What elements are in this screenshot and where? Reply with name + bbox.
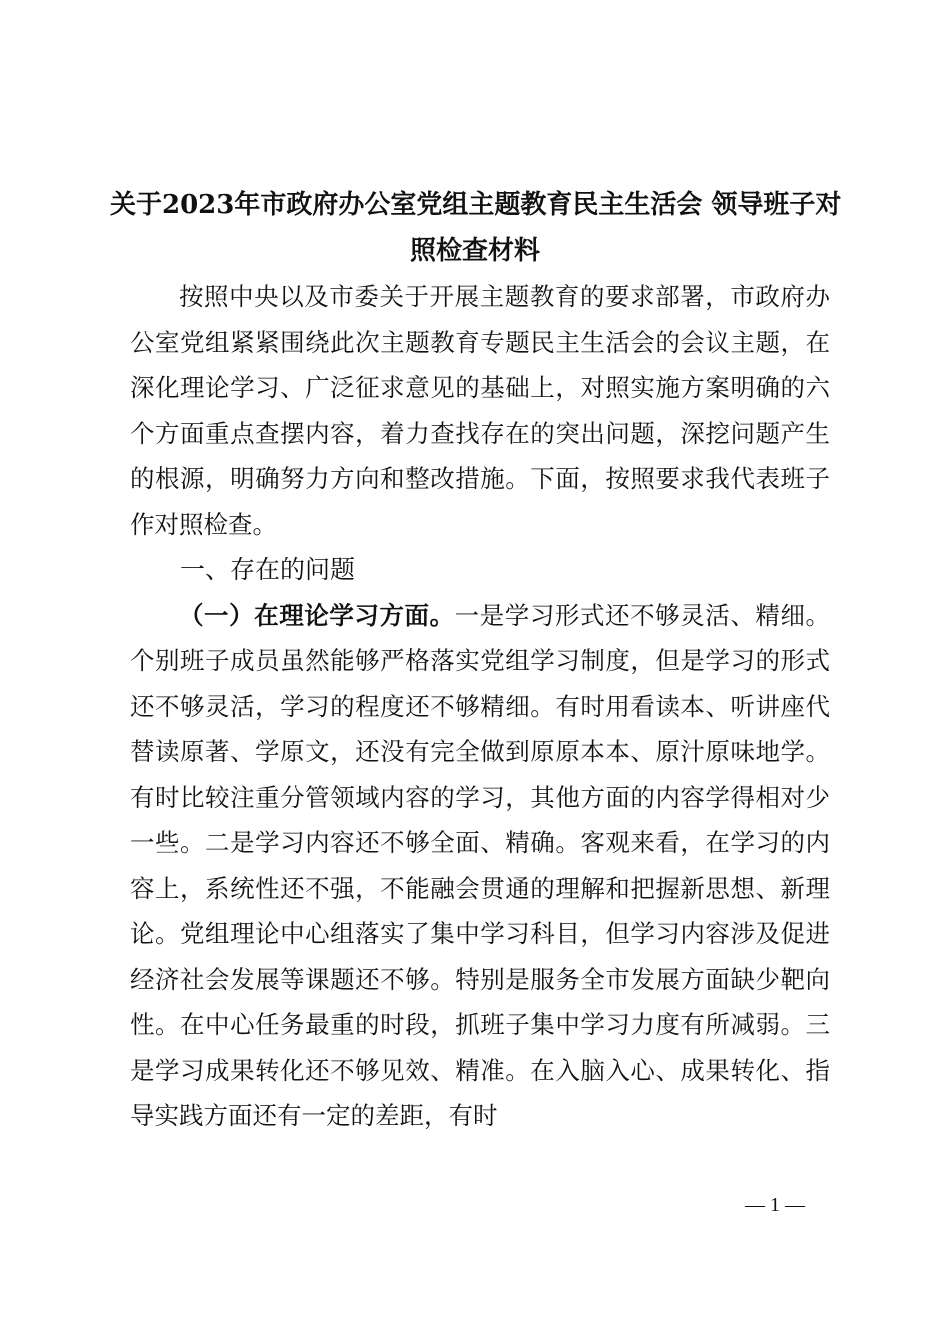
subsection-heading: （一）在理论学习方面。 <box>179 600 455 630</box>
document-body <box>130 274 830 1139</box>
subsection-paragraph <box>130 593 830 1139</box>
document-title-line-2: 照检查材料 <box>409 236 540 266</box>
document-title-line-1: 关于2023年市政府办公室党组主题教育民主生活会 领导班子对 <box>110 190 842 220</box>
intro-paragraph: 按照中央以及市委关于开展主题教育的要求部署，市政府办公室党组紧紧围绕此次主题教育专题民主生活会的会议主题，在深化理论学习、广泛征求意见的基础上，对照实施方案明确的六个方面重点查摆内容，着力查找存在的突出问题，深挖问题产生的根源，明确努力方向和整改措施。下面，按照要求我代表班子作对照检查。 <box>130 282 830 539</box>
section-heading: 一、存在的问题 <box>180 555 356 584</box>
document-title <box>110 182 840 274</box>
subsection-text: 一是学习形式还不够灵活、精细。个别班子成员虽然能够严格落实党组学习制度，但是学习的形式还不够灵活，学习的程度还不够精细。有时用看读本、听讲座代替读原著、学原文，还没有完全做到原原本本、原汁原味地学。有时比较注重分管领域内容的学习，其他方面的内容学得相对少一些。二是学习内容还不够全面、精确。客观来看，在学习的内容上，系统性还不强，不能融会贯通的理解和把握新思想、新理论。党组理论中心组落实了集中学习科目，但学习内容涉及促进经济社会发展等课题还不够。特别是服务全市发展方面缺少靶向性。在中心任务最重的时段，抓班子集中学习力度有所减弱。三是学习成果转化还不够见效、精准。在入脑入心、成果转化、指导实践方面还有一定的差距，有时 <box>130 600 831 1130</box>
page-number: — 1 — <box>745 1194 805 1216</box>
